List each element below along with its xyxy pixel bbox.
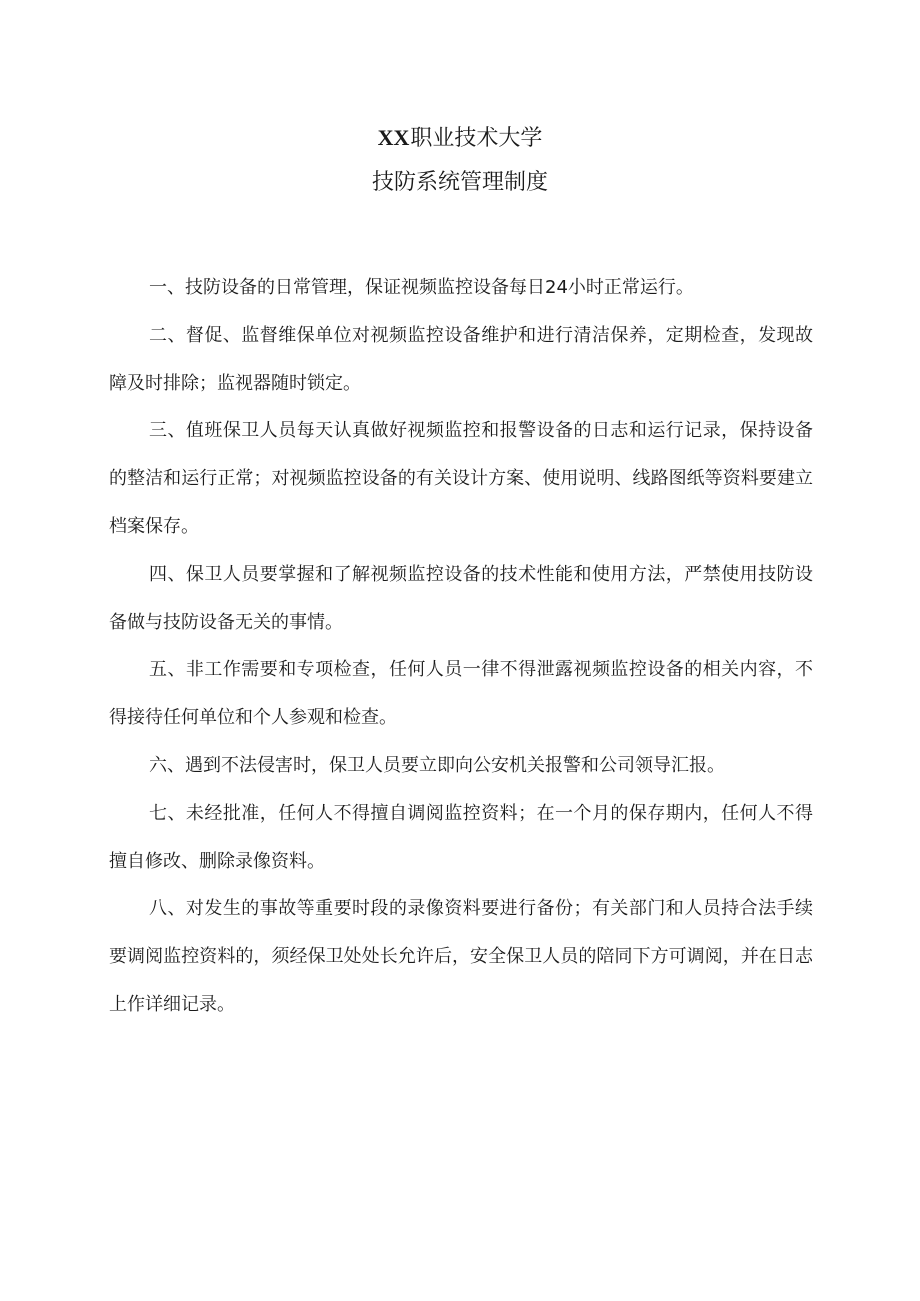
title-prefix: XX [377,125,410,150]
paragraph-7: 七、未经批准，任何人不得擅自调阅监控资料；在一个月的保存期内，任何人不得擅自修改、删除录像资料。 [109,802,813,872]
paragraph-4: 四、保卫人员要掌握和了解视频监控设备的技术性能和使用方法，严禁使用技防设备做与技防设备无关的事情。 [109,563,813,633]
paragraph-6: 六、遇到不法侵害时，保卫人员要立即向公安机关报警和公司领导汇报。 [149,754,725,776]
paragraph-8: 八、对发生的事故等重要时段的录像资料要进行备份；有关部门和人员持合法手续要调阅监控资料的，须经保卫处处长允许后，安全保卫人员的陪同下方可调阅，并在日志上作详细记录。 [109,898,813,1015]
title-main: 职业技术大学 [410,126,543,151]
document-title [0,126,920,150]
paragraph-3: 三、值班保卫人员每天认真做好视频监控和报警设备的日志和运行记录，保持设备的整洁和运行正常；对视频监控设备的有关设计方案、使用说明、线路图纸等资料要建立档案保存。 [109,420,813,537]
document-body [109,264,813,1029]
paragraph-2: 二、督促、监督维保单位对视频监控设备维护和进行清洁保养，定期检查，发现故障及时排除；监视器随时锁定。 [109,324,813,394]
title-block [0,126,920,195]
document-subtitle: 技防系统管理制度 [371,170,548,195]
paragraph-1: 一、技防设备的日常管理，保证视频监控设备每日24小时正常运行。 [149,277,694,298]
paragraph-5: 五、非工作需要和专项检查，任何人员一律不得泄露视频监控设备的相关内容，不得接待任何单位和个人参观和检查。 [109,659,813,729]
